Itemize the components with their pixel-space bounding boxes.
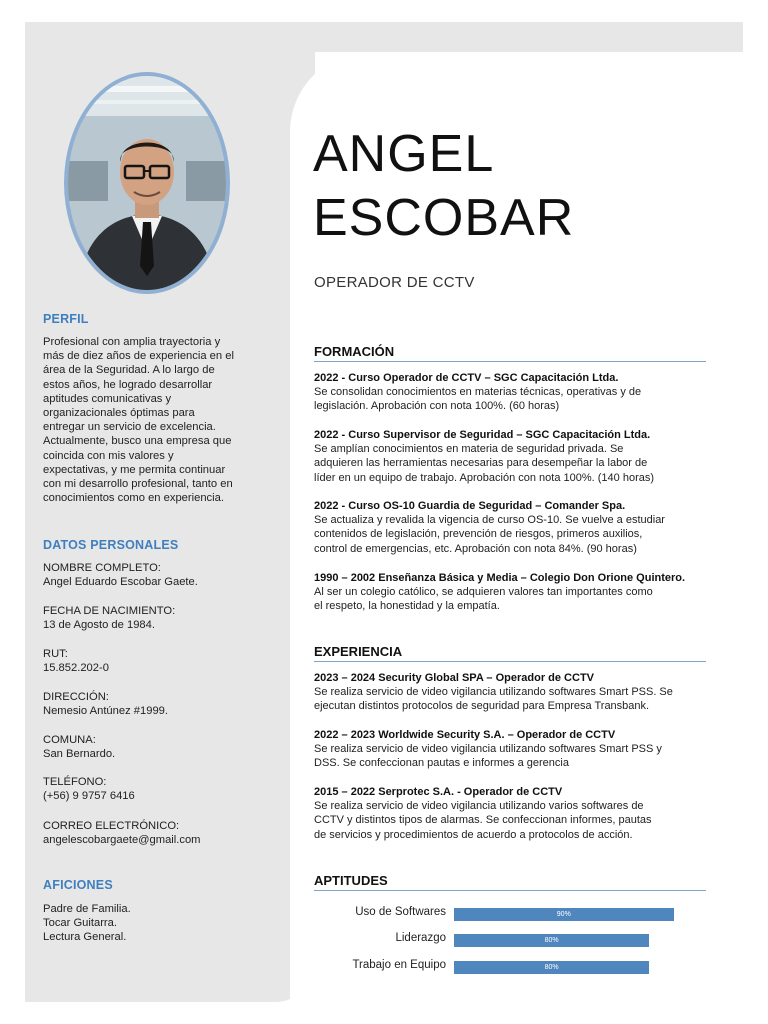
- skill-label: Liderazgo: [395, 932, 446, 944]
- entry-title: 2022 - Curso OS-10 Guardia de Seguridad – Comander Spa.: [314, 500, 626, 512]
- aficion-item: Lectura General.: [43, 931, 127, 944]
- entry-line: Al ser un colegio católico, se adquieren valores tan importantes como: [314, 586, 653, 599]
- skill-bar: 80%: [454, 961, 649, 974]
- entry-line: Se realiza servicio de video vigilancia utilizando softwares Smart PSS. Se: [314, 686, 673, 699]
- dato-fecha-nacimiento: [43, 604, 175, 632]
- entry-line: DSS. Se confeccionan pautas e informes a gerencia: [314, 757, 569, 770]
- dato-label: DIRECCIÓN:: [43, 691, 109, 703]
- aptitudes-heading: APTITUDES: [314, 873, 706, 891]
- dato-value: San Bernardo.: [43, 748, 116, 761]
- skill-label: Trabajo en Equipo: [352, 959, 446, 971]
- entry-title: 2022 – 2023 Worldwide Security S.A. – Operador de CCTV: [314, 729, 616, 741]
- entry-line: el respeto, la honestidad y la empatía.: [314, 600, 500, 613]
- perfil-line: Profesional con amplia trayectoria y: [43, 336, 221, 348]
- aficiones-list: [43, 902, 131, 945]
- perfil-line: Actualmente, busco una empresa que: [43, 435, 232, 448]
- entry-line: Se realiza servicio de video vigilancia utilizando softwares Smart PSS y: [314, 743, 662, 756]
- header-band: [290, 22, 743, 52]
- dato-value: angelescobargaete@gmail.com: [43, 834, 201, 847]
- skill-row: [300, 959, 720, 975]
- formacion-entry: [314, 571, 714, 614]
- experiencia-entry: [314, 785, 714, 842]
- entry-line: líder en un equipo de trabajo. Aprobación con nota 100%. (140 horas): [314, 471, 655, 484]
- skill-label: Uso de Softwares: [355, 906, 446, 918]
- entry-line: de servicios y procedimientos de acuerdo a protocolos de acción.: [314, 828, 633, 841]
- dato-comuna: [43, 733, 115, 761]
- profile-photo-frame: [64, 72, 230, 294]
- perfil-line: entregar un servicio de excelencia.: [43, 421, 216, 434]
- perfil-line: conocimientos como en experiencia.: [43, 492, 224, 505]
- entry-title: 1990 – 2002 Enseñanza Básica y Media – Colegio Don Orione Quintero.: [314, 572, 686, 584]
- entry-line: adquieren las herramientas necesarias para desempeñar la labor de: [314, 457, 648, 470]
- entry-title: 2022 - Curso Supervisor de Seguridad – SGC Capacitación Ltda.: [314, 429, 651, 441]
- candidate-last-name: ESCOBAR: [313, 189, 575, 247]
- perfil-line: coincida con mis valores y: [43, 449, 174, 462]
- datos-personales-heading: DATOS PERSONALES: [43, 538, 179, 552]
- dato-value: (+56) 9 9757 6416: [43, 790, 135, 803]
- dato-label: FECHA DE NACIMIENTO:: [43, 605, 176, 617]
- skill-track: [454, 961, 698, 974]
- dato-nombre: [43, 561, 198, 589]
- dato-correo: [43, 819, 201, 847]
- perfil-line: más de diez años de experiencia en el: [43, 350, 234, 363]
- entry-line: legislación. Aprobación con nota 100%. (60 horas): [314, 400, 560, 413]
- entry-title: 2023 – 2024 Security Global SPA – Operador de CCTV: [314, 672, 595, 684]
- perfil-line: organizacionales óptimas para: [43, 407, 195, 420]
- candidate-name: [313, 122, 574, 250]
- candidate-first-name: ANGEL: [313, 125, 495, 183]
- skill-row: [300, 932, 720, 948]
- perfil-line: aptitudes comunicativas y: [43, 392, 172, 405]
- skill-bar: 90%: [454, 908, 674, 921]
- entry-line: Se consolidan conocimientos en materias técnicas, operativas y de: [314, 386, 642, 399]
- dato-value: 15.852.202-0: [43, 662, 109, 675]
- skill-track: [454, 908, 698, 921]
- dato-label: NOMBRE COMPLETO:: [43, 562, 161, 574]
- dato-rut: [43, 647, 109, 675]
- entry-line: contenidos de legislación, prevención de riesgos, primeros auxilios,: [314, 528, 643, 541]
- entry-title: 2015 – 2022 Serprotec S.A. - Operador de CCTV: [314, 786, 563, 798]
- dato-label: COMUNA:: [43, 734, 96, 746]
- perfil-line: expectativas, y me permita continuar: [43, 463, 226, 476]
- dato-direccion: [43, 690, 168, 718]
- formacion-heading: FORMACIÓN: [314, 344, 706, 362]
- entry-line: Se realiza servicio de video vigilancia utilizando varios softwares de: [314, 800, 644, 813]
- perfil-line: estos años, he logrado desarrollar: [43, 378, 213, 391]
- experiencia-heading: EXPERIENCIA: [314, 644, 706, 662]
- formacion-entry: [314, 499, 714, 556]
- entry-line: Se amplían conocimientos en materia de seguridad privada. Se: [314, 443, 624, 456]
- formacion-entry: [314, 371, 714, 414]
- profile-photo: [68, 76, 226, 290]
- dato-label: RUT:: [43, 648, 68, 660]
- dato-value: Angel Eduardo Escobar Gaete.: [43, 576, 198, 589]
- entry-line: control de emergencias, etc. Aprobación con nota 84%. (90 horas): [314, 542, 637, 555]
- entry-title: 2022 - Curso Operador de CCTV – SGC Capacitación Ltda.: [314, 372, 619, 384]
- formacion-entry: [314, 428, 714, 485]
- aficiones-heading: AFICIONES: [43, 878, 113, 892]
- dato-value: 13 de Agosto de 1984.: [43, 619, 155, 632]
- aficion-item: Tocar Guitarra.: [43, 917, 117, 930]
- dato-label: TELÉFONO:: [43, 776, 107, 788]
- dato-value: Nemesio Antúnez #1999.: [43, 705, 169, 718]
- entry-line: Se actualiza y revalida la vigencia de curso OS-10. Se vuelve a estudiar: [314, 514, 665, 527]
- skill-track: [454, 934, 698, 947]
- dato-label: CORREO ELECTRÓNICO:: [43, 820, 180, 832]
- entry-line: ejecutan distintos protocolos de seguridad para Empresa Transbank.: [314, 700, 650, 713]
- skill-bar: 80%: [454, 934, 649, 947]
- perfil-text: [43, 335, 234, 505]
- job-title: OPERADOR DE CCTV: [314, 274, 475, 291]
- perfil-line: con mi desarrollo profesional, tanto en: [43, 478, 233, 491]
- perfil-heading: PERFIL: [43, 312, 89, 326]
- perfil-line: área de la Seguridad. A lo largo de: [43, 364, 215, 377]
- aficion-item: Padre de Familia.: [43, 903, 131, 915]
- experiencia-entry: [314, 728, 714, 771]
- skill-row: [300, 906, 720, 922]
- entry-line: CCTV y distintos tipos de alarmas. Se confeccionan informes, pautas: [314, 814, 652, 827]
- experiencia-entry: [314, 671, 714, 714]
- dato-telefono: [43, 775, 135, 803]
